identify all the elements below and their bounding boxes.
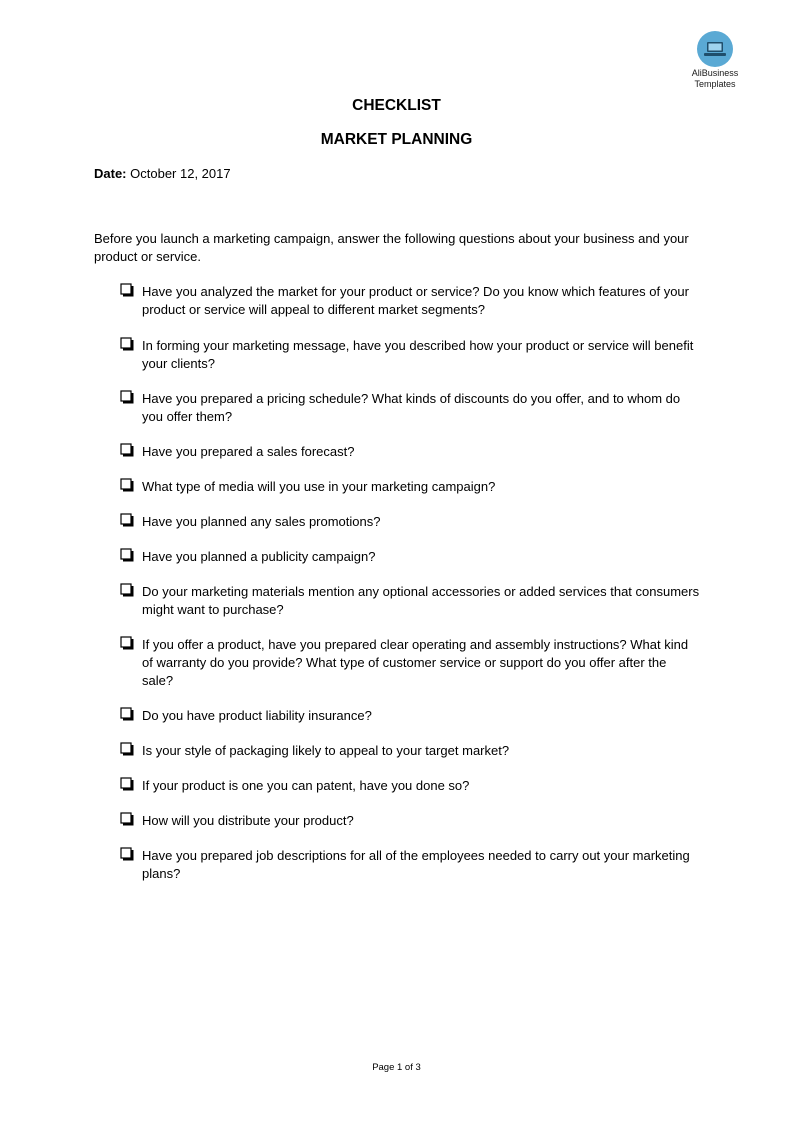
checklist-item [120,337,700,373]
checklist-item-text: Have you prepared job descriptions for all of the employees needed to carry out your marketing plans? [142,848,690,881]
checkbox-icon[interactable] [120,337,134,351]
checklist-item-text: Have you analyzed the market for your product or service? Do you know which features of your product or service will appeal to different market segments? [142,284,689,317]
checklist-item-text: If your product is one you can patent, have you done so? [142,778,470,793]
checkbox-icon[interactable] [120,742,134,756]
checklist-item [120,707,700,725]
checkbox-icon[interactable] [120,583,134,597]
checkbox-icon[interactable] [120,812,134,826]
page-number: Page 1 of 3 [372,1062,421,1073]
checklist-item-text: Have you prepared a pricing schedule? What kinds of discounts do you offer, and to whom do you offer them? [142,391,681,424]
date-line [94,166,231,181]
checklist-item [120,777,700,795]
date-value: October 12, 2017 [130,166,231,181]
checkbox-icon[interactable] [120,443,134,457]
checkbox-icon[interactable] [120,548,134,562]
checklist-item [120,478,700,496]
checklist-item-text: What type of media will you use in your marketing campaign? [142,479,496,494]
checklist-item [120,636,700,690]
document-title: CHECKLIST [352,97,441,114]
checklist-item [120,742,700,760]
checkbox-icon[interactable] [120,707,134,721]
logo-text-line2: Templates [694,79,736,89]
intro-paragraph: Before you launch a marketing campaign, answer the following questions about your business and your product or service. [94,231,689,264]
checklist-item [120,583,700,619]
checklist-item [120,812,700,830]
logo-text-line1: AliBusiness [691,68,739,78]
checkbox-icon[interactable] [120,478,134,492]
checklist-item [120,390,700,426]
checklist-item [120,283,700,319]
checklist-item-text: Have you planned a publicity campaign? [142,549,376,564]
checklist-item-text: How will you distribute your product? [142,813,354,828]
checkbox-icon[interactable] [120,390,134,404]
checklist [120,283,700,883]
checkbox-icon[interactable] [120,636,134,650]
checklist-item [120,847,700,883]
checklist-item-text: Do you have product liability insurance? [142,708,372,723]
checklist-item [120,513,700,531]
checklist-item-text: Do your marketing materials mention any optional accessories or added services that consumers might want to purchase? [142,584,700,617]
checkbox-icon[interactable] [120,777,134,791]
logo [683,31,747,89]
checklist-item-text: In forming your marketing message, have you described how your product or service will benefit your clients? [142,338,694,371]
checklist-item [120,548,700,566]
checkbox-icon[interactable] [120,283,134,297]
checklist-item-text: Is your style of packaging likely to appeal to your target market? [142,743,510,758]
date-label: Date: [94,166,127,181]
checklist-item-text: If you offer a product, have you prepared clear operating and assembly instructions? What kind of warranty do you provide? What type of customer service or support do you offer after the sale? [142,637,689,688]
document-subtitle: MARKET PLANNING [320,131,473,148]
checklist-item-text: Have you prepared a sales forecast? [142,444,355,459]
checkbox-icon[interactable] [120,847,134,861]
laptop-icon [704,41,726,57]
checklist-item [120,443,700,461]
checkbox-icon[interactable] [120,513,134,527]
logo-circle [697,31,733,67]
checklist-item-text: Have you planned any sales promotions? [142,514,381,529]
